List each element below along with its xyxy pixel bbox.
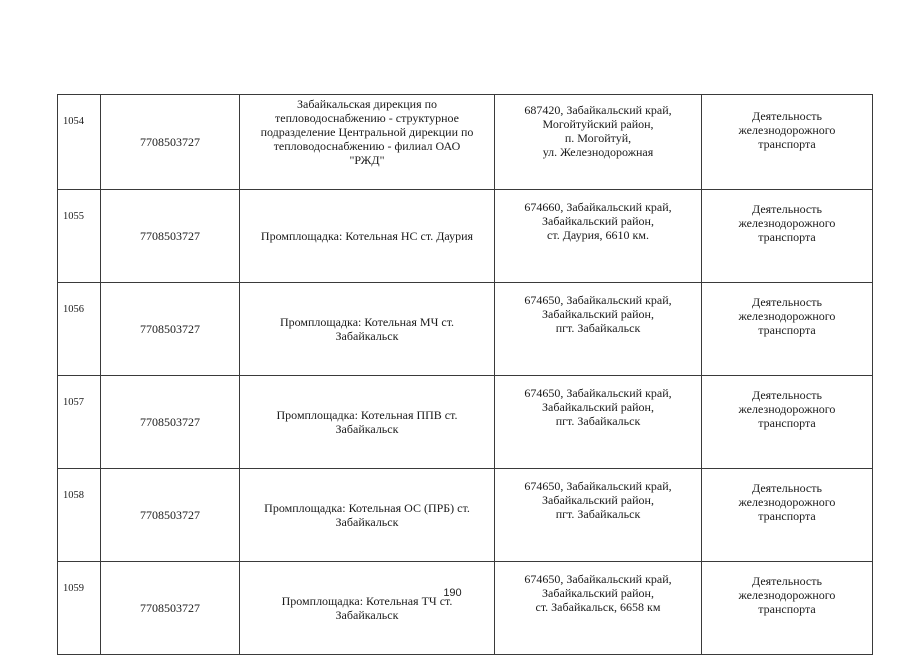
table-row	[58, 376, 873, 469]
inn-cell: 7708503727	[101, 283, 240, 376]
activity-cell	[702, 283, 873, 376]
row-number: 1054	[58, 95, 101, 190]
activity-line: Деятельность	[752, 481, 822, 495]
registry-table-body	[58, 95, 873, 655]
address-line: ст. Забайкальск, 6658 км	[535, 600, 661, 614]
page-number: 190	[443, 587, 462, 599]
organization-name-cell	[240, 376, 495, 469]
address-line: 674650, Забайкальский край,	[524, 479, 672, 493]
address-line: 674650, Забайкальский край,	[524, 386, 672, 400]
activity-cell	[702, 469, 873, 562]
activity-line: железнодорожного	[738, 309, 836, 323]
organization-name-line: "РЖД"	[349, 153, 385, 167]
address-line: Забайкальский район,	[542, 307, 654, 321]
address-cell	[495, 376, 702, 469]
activity-line: Деятельность	[752, 202, 822, 216]
organization-name-line: подразделение Центральной дирекции по	[260, 125, 474, 139]
inn-cell: 7708503727	[101, 95, 240, 190]
row-number: 1056	[58, 283, 101, 376]
address-line: Забайкальский район,	[542, 400, 654, 414]
activity-line: железнодорожного	[738, 588, 836, 602]
row-number: 1055	[58, 190, 101, 283]
table-row	[58, 469, 873, 562]
row-number: 1057	[58, 376, 101, 469]
organization-name-cell	[240, 190, 495, 283]
registry-table	[57, 94, 873, 655]
table-row	[58, 562, 873, 655]
organization-name-line: тепловодоснабжению - филиал ОАО	[273, 139, 461, 153]
activity-line: транспорта	[758, 230, 816, 244]
activity-line: транспорта	[758, 602, 816, 616]
address-line: Забайкальский район,	[542, 493, 654, 507]
address-line: пгт. Забайкальск	[555, 414, 641, 428]
organization-name-line: Промплощадка: Котельная МЧ ст.	[279, 315, 455, 329]
organization-name-cell	[240, 562, 495, 655]
activity-line: железнодорожного	[738, 216, 836, 230]
organization-name-line: Забайкальск	[335, 329, 399, 343]
address-line: ст. Даурия, 6610 км.	[547, 228, 649, 242]
activity-cell	[702, 95, 873, 190]
table-row	[58, 190, 873, 283]
organization-name-cell	[240, 283, 495, 376]
activity-cell	[702, 190, 873, 283]
address-line: Забайкальский район,	[542, 586, 654, 600]
activity-cell	[702, 376, 873, 469]
activity-line: транспорта	[758, 416, 816, 430]
organization-name-line: Забайкальск	[335, 515, 399, 529]
activity-line: Деятельность	[752, 109, 822, 123]
row-number: 1058	[58, 469, 101, 562]
activity-line: железнодорожного	[738, 495, 836, 509]
address-line: пгт. Забайкальск	[555, 507, 641, 521]
address-line: 674650, Забайкальский край,	[524, 572, 672, 586]
activity-line: Деятельность	[752, 295, 822, 309]
organization-name-line: Промплощадка: Котельная ППВ ст.	[276, 408, 458, 422]
address-line: ул. Железнодорожная	[542, 145, 654, 159]
activity-line: транспорта	[758, 137, 816, 151]
address-cell	[495, 469, 702, 562]
address-cell	[495, 95, 702, 190]
activity-line: транспорта	[758, 509, 816, 523]
inn-cell: 7708503727	[101, 562, 240, 655]
organization-name-cell	[240, 469, 495, 562]
activity-line: Деятельность	[752, 388, 822, 402]
activity-line: железнодорожного	[738, 402, 836, 416]
address-line: п. Могойтуй,	[564, 131, 632, 145]
table-row	[58, 283, 873, 376]
organization-name-cell	[240, 95, 495, 190]
organization-name-line: Забайкальск	[335, 422, 399, 436]
address-line: Могойтуйский район,	[542, 117, 654, 131]
organization-name-line: Промплощадка: Котельная ТЧ ст.	[281, 594, 453, 608]
address-line: 674650, Забайкальский край,	[524, 293, 672, 307]
address-cell	[495, 190, 702, 283]
activity-cell	[702, 562, 873, 655]
row-number: 1059	[58, 562, 101, 655]
address-line: пгт. Забайкальск	[555, 321, 641, 335]
inn-cell: 7708503727	[101, 469, 240, 562]
address-line: 674660, Забайкальский край,	[524, 200, 672, 214]
table-row	[58, 95, 873, 190]
activity-line: Деятельность	[752, 574, 822, 588]
organization-name-line: Забайкальская дирекция по	[296, 97, 438, 111]
organization-name-line: Забайкальск	[335, 608, 399, 622]
inn-cell: 7708503727	[101, 190, 240, 283]
address-cell	[495, 283, 702, 376]
activity-line: транспорта	[758, 323, 816, 337]
inn-cell: 7708503727	[101, 376, 240, 469]
organization-name-line: тепловодоснабжению - структурное	[275, 111, 459, 125]
address-cell	[495, 562, 702, 655]
address-line: Забайкальский район,	[542, 214, 654, 228]
organization-name-line: Промплощадка: Котельная НС ст. Даурия	[260, 229, 474, 243]
address-line: 687420, Забайкальский край,	[524, 103, 672, 117]
activity-line: железнодорожного	[738, 123, 836, 137]
organization-name-line: Промплощадка: Котельная ОС (ПРБ) ст.	[264, 501, 470, 515]
